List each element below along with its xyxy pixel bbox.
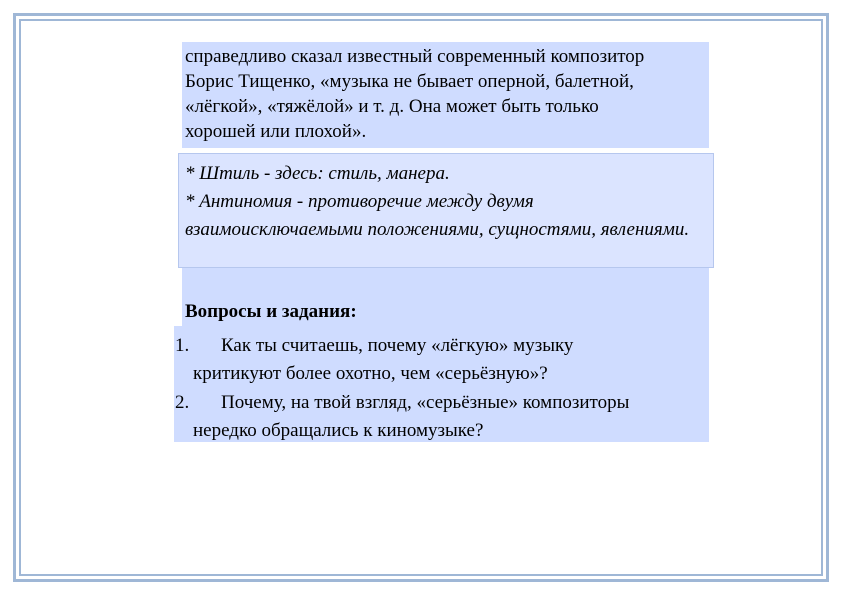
question-text-cont: нередко обращались к киномузыке? bbox=[193, 420, 484, 441]
question-text: Как ты считаешь, почему «лёгкую» музыку bbox=[221, 335, 574, 356]
question-text: Почему, на твой взгляд, «серьёзные» композиторы bbox=[221, 392, 630, 413]
quote-line: «лёгкой», «тяжёлой» и т. д. Она может быть только bbox=[185, 96, 599, 117]
question-number: 2. bbox=[175, 392, 190, 413]
questions-title: Вопросы и задания: bbox=[185, 301, 357, 322]
footnote-antinomiya: * Антиномия - противоречие между двумя взаимоисключаемыми положениями, сущностями, явлениями. bbox=[185, 191, 690, 240]
question-item bbox=[175, 332, 705, 388]
quote-line: хорошей или плохой». bbox=[185, 121, 367, 142]
question-text-cont: критикуют более охотно, чем «серьёзную»? bbox=[193, 363, 548, 384]
quote-line: Борис Тищенко, «музыка не бывает оперной, балетной, bbox=[185, 71, 634, 92]
quote-line: справедливо сказал известный современный композитор bbox=[185, 46, 645, 67]
footnotes-box bbox=[178, 153, 714, 268]
quote-text-block bbox=[182, 42, 709, 148]
footnote-shtil: * Штиль - здесь: стиль, манера. bbox=[185, 163, 450, 184]
question-item bbox=[175, 389, 705, 445]
question-number: 1. bbox=[175, 335, 190, 356]
